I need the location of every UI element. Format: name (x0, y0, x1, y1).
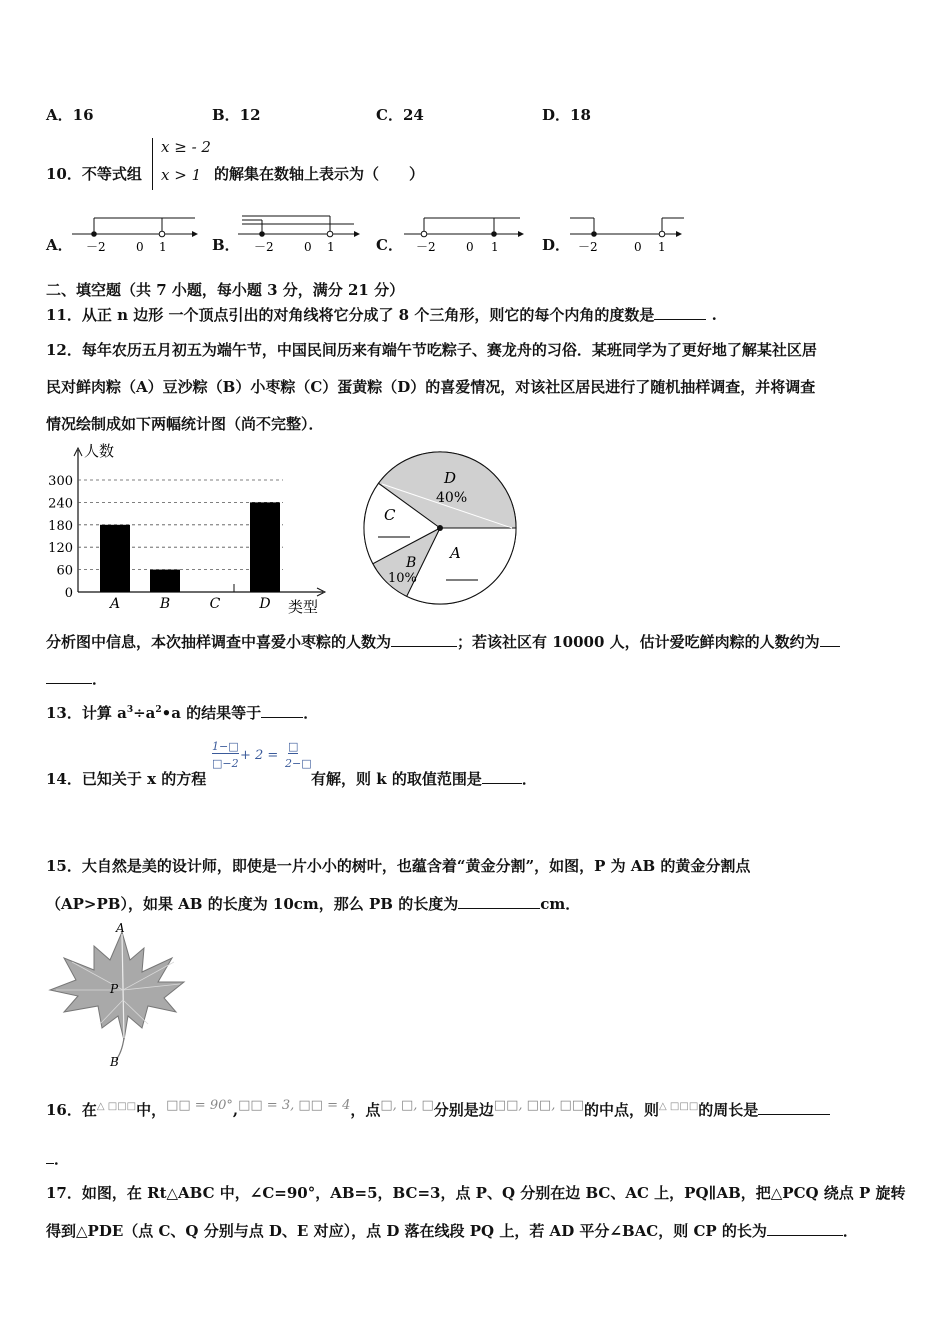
q14-mid: + 2 = (240, 748, 279, 763)
tick-b-m2: －2 (254, 240, 274, 254)
q16-c1: □□ = 90° (166, 1098, 233, 1113)
maple-leaf-image (44, 920, 194, 1070)
q12-q1: 分析图中信息，本次抽样调查中喜爱小枣粽的人数为 (46, 633, 392, 651)
q16-p1: 16．在 (46, 1101, 97, 1119)
section-heading: 二、填空题（共 7 小题，每小题 3 分，满分 21 分） (46, 281, 405, 299)
q10-label-b: B． (212, 236, 240, 254)
q16-c2: □□ = 3, □□ = 4 (238, 1098, 351, 1113)
y-tick-label: 180 (48, 518, 73, 534)
q15-blank (458, 894, 540, 909)
bar-chart (40, 440, 330, 618)
y-tick-label: 120 (48, 541, 73, 557)
q12-blank1 (391, 632, 457, 647)
q11-text: 11．从正 n 边形 一个顶点引出的对角线将它分成了 8 个三角形，则它的每个内角的度数是 (46, 306, 655, 324)
q13-text: 13．计算 a (46, 704, 127, 722)
q12-tail: ． (92, 670, 108, 688)
q16-p2: 中， (136, 1101, 167, 1119)
q13 (46, 702, 318, 723)
y-tick-label: 240 (48, 496, 73, 512)
x-axis-label: 类型 (288, 598, 319, 616)
q16-blank-cont (46, 1149, 54, 1164)
ineq-1: x ≥ - 2 (161, 138, 211, 156)
tick-a-1: 1 (159, 240, 167, 254)
q14-blank (482, 769, 522, 784)
q12-blank2-cont (46, 669, 92, 684)
q15-line2: （AP>PB），如果 AB 的长度为 10cm，那么 PB 的长度为 (46, 895, 459, 913)
q13-sup2: 2 (155, 705, 162, 715)
x-tick-label-D: D (259, 596, 271, 612)
q14-left-num: 1−□ (212, 740, 239, 753)
number-line-d (568, 210, 698, 255)
q13-end: ． (303, 704, 319, 722)
q13-tail: •a 的结果等于 (161, 704, 262, 722)
tick-d-1: 1 (658, 240, 666, 254)
q12-line2: 民对鲜肉粽（A）豆沙粽（B）小枣粽（C）蛋黄粽（D）的喜爱情况，对该社区居民进行了随机抽样调查，并将调查 (46, 378, 816, 396)
q16-p6: 的周长是 (698, 1101, 759, 1119)
q11 (46, 304, 717, 325)
x-tick-label-B: B (159, 596, 171, 612)
q14-tail-wrap (311, 768, 537, 789)
point-b-label: B (110, 1055, 119, 1069)
q12-line1: 12．每年农历五月初五为端午节，中国民间历来有端午节吃粽子、赛龙舟的习俗．某班同学为了更好地了解某社区居 (46, 341, 817, 359)
pie-label-D: D (444, 469, 457, 487)
pie-label-C: C (384, 506, 396, 524)
option-c: C．24 (376, 106, 424, 124)
q10-label-c: C． (376, 236, 403, 254)
q17-line1: 17．如图，在 Rt△ABC 中，∠C=90°，AB=5，BC=3，点 P、Q 分别在边 BC、AC 上，PQ∥AB，把△PCQ 绕点 P 旋转 (46, 1184, 906, 1202)
q14-right-den: 2−□ (285, 757, 312, 770)
q16-tri: △ □□□ (96, 1101, 137, 1112)
y-tick-label: 0 (64, 586, 73, 601)
option-d: D．18 (542, 106, 591, 124)
pie-center (437, 525, 443, 531)
pie-value-D: 40% (436, 490, 468, 506)
q12-line3: 情况绘制成如下两幅统计图（尚不完整）． (46, 415, 324, 433)
y-axis-label: 人数 (84, 442, 115, 460)
q16: 16．在△ □□□中，□□ = 90°,□□ = 3, □□ = 4，点□, □, □分别是边□□, □□, □□的中点，则△ □□□的周长是 (46, 1098, 830, 1120)
tick-d-0: 0 (634, 240, 642, 254)
q10-label-a: A． (46, 236, 73, 254)
y-tick-label: 300 (48, 474, 73, 489)
option-a: A．16 (46, 106, 94, 124)
q13-mid: ÷a (133, 704, 156, 722)
q16-cont (46, 1148, 69, 1169)
q12-question-cont (46, 668, 107, 689)
number-line-c (402, 210, 532, 255)
q17-line2-wrap (46, 1220, 858, 1241)
q16-blank (758, 1100, 830, 1115)
q10-prefix: 10．不等式组 (46, 165, 142, 183)
pie-value-B: 10% (388, 571, 417, 586)
q10-label-d: D． (542, 236, 571, 254)
q16-end: ． (54, 1150, 70, 1168)
pie-label-A: A (450, 544, 461, 562)
x-tick-label-C: C (209, 596, 221, 612)
q15-line1: 15．大自然是美的设计师，即使是一片小小的树叶，也蕴含着“黄金分割”，如图，P 为 AB 的黄金分割点 (46, 857, 751, 875)
q16-p4: 分别是边 (433, 1101, 494, 1119)
tick-a-m2: －2 (86, 240, 106, 254)
q13-blank (261, 703, 303, 718)
q14-text: 14．已知关于 x 的方程 (46, 770, 207, 788)
point-a-label: A (116, 921, 125, 935)
q11-blank (654, 305, 706, 320)
pie-label-B: B (406, 555, 417, 571)
q16-p5: 的中点，则 (584, 1101, 660, 1119)
bar-B (150, 570, 180, 592)
option-b: B．12 (212, 106, 261, 124)
number-line-b (236, 210, 366, 255)
q13-sup1: 3 (126, 705, 134, 715)
inequality-system (152, 138, 213, 190)
q16-tri2: △ □□□ (659, 1101, 699, 1112)
q15-line2-wrap (46, 893, 580, 914)
q14-left-den: □−2 (212, 757, 239, 770)
q15-unit: cm． (540, 895, 581, 913)
q17-blank (767, 1221, 843, 1236)
tick-a-0: 0 (136, 240, 144, 254)
q12-question (46, 631, 840, 652)
tick-c-m2: －2 (416, 240, 436, 254)
q12-blank2 (820, 632, 840, 647)
q16-sides: □□, □□, □□ (493, 1098, 585, 1113)
q14-right-num: □ (288, 740, 299, 753)
q16-pts: □, □, □ (380, 1098, 434, 1113)
q16-p3: ，点 (350, 1101, 381, 1119)
q12-q1b: ；若该社区有 10000 人，估计爱吃鲜肉粽的人数约为 (457, 633, 820, 651)
q14-end: ． (521, 770, 537, 788)
q11-tail: . (711, 306, 717, 324)
y-tick-label: 60 (56, 563, 73, 579)
bar-A (100, 525, 130, 592)
tick-c-0: 0 (466, 240, 474, 254)
q17-end: ． (842, 1222, 858, 1240)
tick-b-1: 1 (327, 240, 335, 254)
q14-tail: 有解，则 k 的取值范围是 (311, 770, 482, 788)
tick-d-m2: －2 (578, 240, 598, 254)
pie-chart (360, 450, 525, 610)
ineq-2: x > 1 (161, 166, 202, 184)
tick-b-0: 0 (304, 240, 312, 254)
number-line-a (70, 210, 200, 255)
tick-c-1: 1 (491, 240, 499, 254)
point-p-label: P (110, 982, 119, 996)
q10-suffix: 的解集在数轴上表示为（ ） (214, 165, 425, 183)
x-tick-label-A: A (109, 596, 121, 612)
bar-D (250, 502, 280, 592)
q17-line2: 得到△PDE（点 C、Q 分别与点 D、E 对应），点 D 落在线段 PQ 上，若 AD 平分∠BAC，则 CP 的长为 (46, 1222, 767, 1240)
